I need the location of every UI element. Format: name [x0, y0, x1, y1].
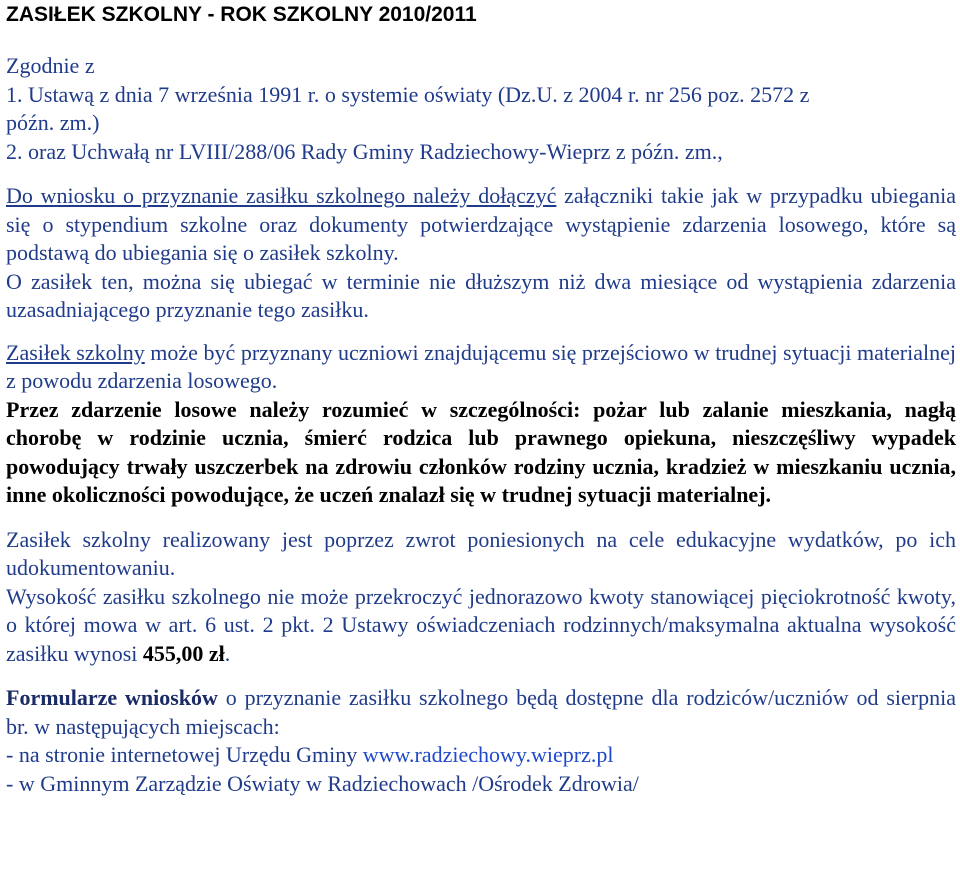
eligibility-paragraph [6, 339, 956, 396]
location-office: - w Gminnym Zarządzie Oświaty w Radziechowach /Ośrodek Zdrowia/ [6, 770, 639, 796]
forms-lead: Formularze wniosków [6, 685, 218, 710]
page-title: ZASIŁEK SZKOLNY - ROK SZKOLNY 2010/2011 [6, 3, 477, 26]
attachments-section [6, 182, 956, 325]
forms-section [6, 684, 956, 798]
legal-basis-section [6, 52, 956, 166]
amount-text: Wysokość zasiłku szkolnego nie może przekroczyć jednorazowo kwoty stanowiącej pięciokrotność kwoty, o której mowa w art. 6 ust. 2 pkt. 2 Ustawy oświadczeniach rodzinnych/maksymalna aktualna wysokość zasiłku wynosi [6, 583, 956, 666]
legal-basis-intro: Zgodnie z [6, 53, 95, 78]
legal-basis-item-1-cont: późn. zm.) [6, 110, 100, 135]
eligibility-section [6, 339, 956, 510]
location-website [6, 741, 956, 770]
attachments-paragraph [6, 182, 956, 268]
forms-text: o przyznanie zasiłku szkolnego będą dostępne dla rodziców/uczniów od sierpnia br. w następujących miejscach: [6, 685, 956, 739]
legal-basis-item-2: 2. oraz Uchwałą nr LVIII/288/06 Rady Gminy Radziechowy-Wieprz z późn. zm., [6, 138, 723, 164]
deadline-paragraph: O zasiłek ten, można się ubiegać w terminie nie dłuższym niż dwa miesiące od wystąpienia zdarzenia uzasadniającego przyznanie tego zasiłku. [6, 268, 956, 322]
document-page [6, 0, 956, 798]
eligibility-lead: Zasiłek szkolny [6, 339, 145, 365]
reimbursement-paragraph: Zasiłek szkolny realizowany jest poprzez zwrot poniesionych na cele edukacyjne wydatków, po ich udokumentowaniu. [6, 526, 956, 580]
forms-paragraph [6, 684, 956, 741]
legal-basis-item-1: 1. Ustawą z dnia 7 września 1991 r. o systemie oświaty (Dz.U. z 2004 r. nr 256 poz. 2572 z [6, 81, 810, 107]
amount-value: 455,00 zł [142, 640, 225, 666]
attachments-text: załączniki takie jak w przypadku ubiegania się o stypendium szkolne oraz dokumenty potwierdzające wystąpienie zdarzenia losowego, które są podstawą do ubiegania się o zasiłek szkolny. [6, 183, 956, 265]
random-event-definition: Przez zdarzenie losowe należy rozumieć w szczególności: pożar lub zalanie mieszkania, nagłą chorobę w rodzinie ucznia, śmierć rodzica lub prawnego opiekuna, nieszczęśliwy wypadek powodujący trwały uszczerbek na zdrowiu członków rodziny ucznia, kradzież w mieszkaniu ucznia, inne okoliczności powodujące, że uczeń znalazł się w trudnej sytuacji materialnej. [6, 396, 956, 507]
payment-section [6, 526, 956, 669]
amount-paragraph [6, 583, 956, 669]
eligibility-text: może być przyznany uczniowi znajdującemu się przejściowo w trudnej sytuacji materialnej z powodu zdarzenia losowego. [6, 339, 956, 393]
location-website-prefix: - na stronie internetowej Urzędu Gminy [6, 742, 363, 767]
website-link[interactable]: www.radziechowy.wieprz.pl [362, 742, 614, 767]
attachments-lead: Do wniosku o przyznanie zasiłku szkolnego należy dołączyć [6, 183, 557, 208]
amount-end: . [224, 640, 231, 666]
